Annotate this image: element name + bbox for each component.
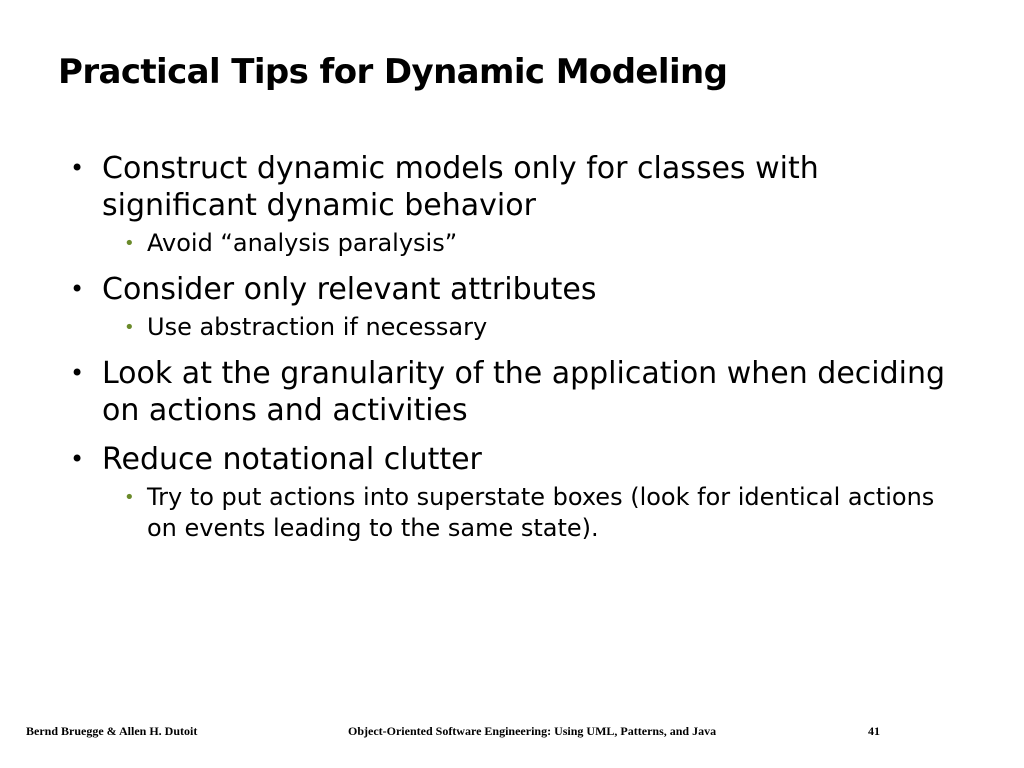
bullet-item xyxy=(70,355,970,429)
sub-bullet-item xyxy=(102,312,970,343)
sub-bullet-list xyxy=(102,228,970,259)
sub-bullet-icon: • xyxy=(124,487,135,508)
bullet-icon: • xyxy=(70,275,85,303)
page-number: 41 xyxy=(868,724,880,738)
bullet-icon: • xyxy=(70,359,85,387)
footer-book-title: Object-Oriented Software Engineering: Using UML, Patterns, and Java xyxy=(348,724,717,738)
sub-bullet-list xyxy=(102,482,970,544)
sub-bullet-text: Try to put actions into superstate boxes (look for identical actions on events leading to the same state). xyxy=(147,483,935,542)
bullet-icon: • xyxy=(70,154,85,182)
bullet-text: Reduce notational clutter xyxy=(102,442,482,477)
sub-bullet-item xyxy=(102,228,970,259)
bullet-text: Construct dynamic models only for classes with significant dynamic behavior xyxy=(102,151,819,223)
footer-authors: Bernd Bruegge & Allen H. Dutoit xyxy=(26,724,198,738)
bullet-icon: • xyxy=(70,445,85,473)
bullet-text: Look at the granularity of the application when deciding on actions and activities xyxy=(102,356,946,428)
slide-title: Practical Tips for Dynamic Modeling xyxy=(58,52,728,92)
bullet-item xyxy=(70,271,970,343)
sub-bullet-text: Use abstraction if necessary xyxy=(147,313,488,341)
bullet-list xyxy=(70,150,970,556)
sub-bullet-icon: • xyxy=(124,233,135,254)
sub-bullet-list xyxy=(102,312,970,343)
bullet-item xyxy=(70,441,970,544)
bullet-text: Consider only relevant attributes xyxy=(102,272,597,307)
sub-bullet-icon: • xyxy=(124,317,135,338)
bullet-item xyxy=(70,150,970,259)
sub-bullet-item xyxy=(102,482,970,544)
slide-footer xyxy=(0,722,1024,740)
sub-bullet-text: Avoid “analysis paralysis” xyxy=(147,229,458,257)
